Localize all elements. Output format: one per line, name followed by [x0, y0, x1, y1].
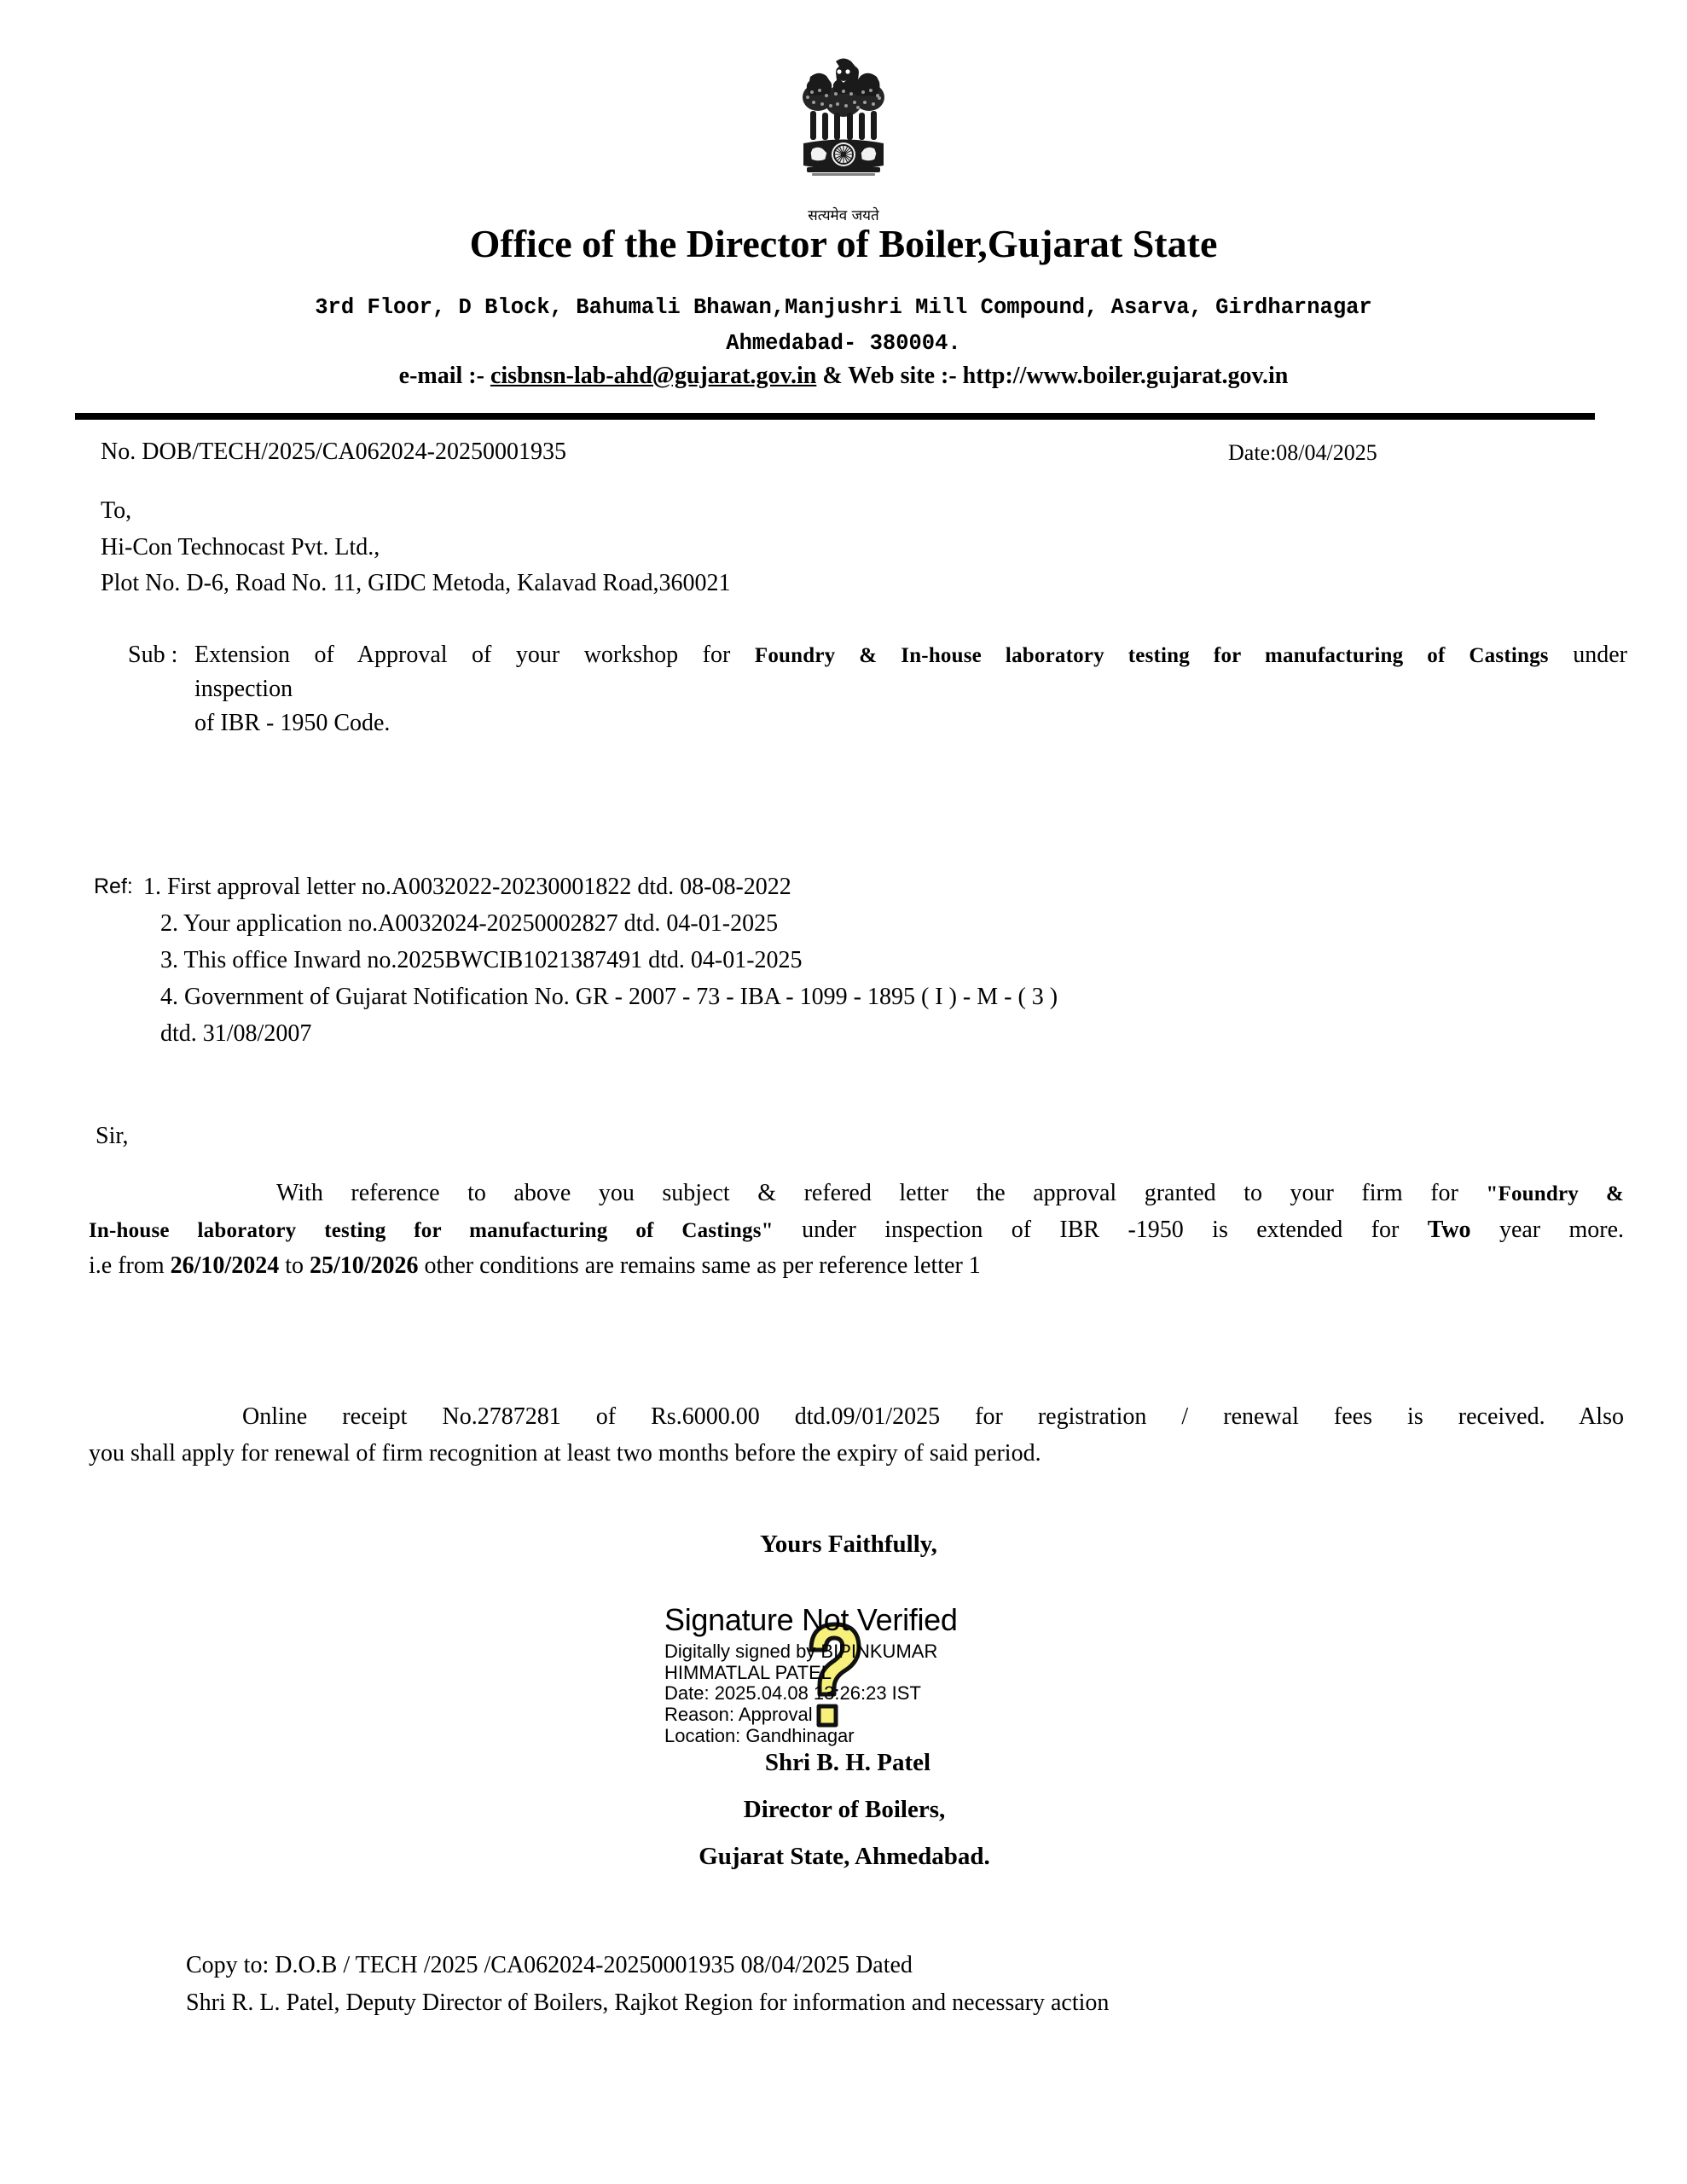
emblem-caption: सत्यमेव जयते	[808, 207, 879, 224]
email-link[interactable]: cisbnsn-lab-ahd@gujarat.gov.in	[490, 363, 817, 389]
signature-signed-by-line-1: Digitally signed by BIPINKUMAR	[664, 1641, 938, 1662]
signature-status-text: Signature Not Verified	[664, 1602, 958, 1637]
signer-name: Shri B. H. Patel	[764, 1749, 931, 1776]
body-bold-scope-start: "Foundry &	[1486, 1182, 1625, 1205]
body-line-2	[89, 1212, 1624, 1249]
copy-to-block	[186, 1947, 1109, 2022]
body-paragraph	[89, 1176, 1624, 1285]
signature-details	[664, 1641, 937, 1746]
subject-line-1	[194, 640, 1627, 671]
validity-from-date: 26/10/2024	[170, 1252, 280, 1280]
closing-salutation: Yours Faithfully,	[760, 1531, 937, 1558]
body-line-1	[89, 1176, 1624, 1212]
copy-to-line-1: Copy to: D.O.B / TECH /2025 /CA062024-20250001935 08/04/2025 Dated	[186, 1952, 913, 1978]
letter-date: Date:08/04/2025	[1228, 440, 1377, 465]
body-line-3	[89, 1248, 1624, 1285]
letter-reference-number: No. DOB/TECH/2025/CA062024-20250001935	[101, 439, 566, 465]
subject-line-3: of IBR - 1950 Code.	[194, 709, 391, 736]
references-label: Ref:	[94, 874, 133, 898]
salutation: Sir,	[96, 1123, 129, 1149]
body-text-e: other conditions are remains same as per reference letter 1	[424, 1252, 981, 1280]
body-text-to: to	[285, 1252, 304, 1280]
body-duration: Two	[1427, 1216, 1471, 1243]
signer-place: Gujarat State, Ahmedabad.	[699, 1843, 990, 1870]
reference-item: 2. Your application no.A0032024-20250002827 dtd. 04-01-2025	[160, 910, 779, 938]
signature-location: Location: Gandhinagar	[664, 1724, 855, 1746]
header-divider	[75, 413, 1595, 420]
subject-label: Sub :	[128, 642, 178, 668]
website-link[interactable]: http://www.boiler.gujarat.gov.in	[962, 363, 1289, 389]
digital-signature-stamp	[664, 1602, 1031, 1746]
office-address-line-2: Ahmedabad- 380004.	[726, 331, 961, 356]
addressee-address: Plot No. D-6, Road No. 11, GIDC Metoda, Kalavad Road,360021	[101, 570, 731, 597]
body-text-c: year more.	[1499, 1216, 1625, 1243]
references-block	[94, 868, 1058, 1053]
subject-text-before: Extension of Approval of your workshop for	[194, 641, 731, 668]
subject-bold-scope: Foundry & In-house laboratory testing for manufacturing of Castings	[754, 643, 1549, 667]
copy-to-line-2: Shri R. L. Patel, Deputy Director of Boilers, Rajkot Region for information and necessary action	[186, 1989, 1110, 2017]
signer-title: Director of Boilers,	[743, 1796, 946, 1823]
receipt-paragraph	[89, 1399, 1624, 1472]
body-text-d: i.e from	[89, 1252, 165, 1280]
reference-item: 4. Government of Gujarat Notification No. GR - 2007 - 73 - IBA - 1099 - 1895 ( I ) - M - ( 3 )	[160, 984, 1058, 1011]
receipt-line-2: you shall apply for renewal of firm recognition at least two months before the expiry of said period.	[89, 1439, 1041, 1467]
body-text-a: With reference to above you subject & refered letter the approval granted to your firm for	[276, 1180, 1458, 1206]
office-title: Office of the Director of Boiler,Gujarat State	[469, 222, 1218, 265]
signature-signed-by-line-2: HIMMATLAL PATEL	[664, 1661, 832, 1683]
addressee-name: Hi-Con Technocast Pvt. Ltd.,	[101, 533, 380, 561]
reference-item: 3. This office Inward no.2025BWCIB1021387491 dtd. 04-01-2025	[160, 947, 803, 974]
emblem-container	[0, 38, 1687, 221]
subject-line-2: inspection	[194, 675, 293, 702]
signature-reason: Reason: Approval	[664, 1703, 813, 1725]
office-contact-line	[0, 363, 1687, 390]
addressee-to-label: To,	[101, 497, 132, 524]
email-label: e-mail :-	[398, 363, 484, 389]
signature-timestamp: Date: 2025.04.08 13:26:23 IST	[664, 1682, 921, 1705]
national-emblem-of-india-icon	[780, 38, 907, 208]
website-label: & Web site :-	[822, 363, 957, 389]
office-address-line-1: 3rd Floor, D Block, Bahumali Bhawan,Manjushri Mill Compound, Asarva, Girdharnagar	[315, 295, 1372, 320]
body-text-b: under inspection of IBR -1950 is extended for	[802, 1216, 1400, 1243]
reference-item: 1. First approval letter no.A0032022-20230001822 dtd. 08-08-2022	[143, 874, 791, 900]
addressee-block	[101, 493, 731, 602]
reference-item-date: dtd. 31/08/2007	[160, 1020, 312, 1048]
validity-to-date: 25/10/2026	[309, 1252, 419, 1280]
subject-block	[128, 640, 1629, 740]
subject-text-after: under	[1573, 641, 1628, 668]
receipt-line-1: Online receipt No.2787281 of Rs.6000.00 dtd.09/01/2025 for registration / renewal fees is received. Also	[242, 1403, 1624, 1430]
body-bold-scope-end: In-house laboratory testing for manufacturing of Castings"	[89, 1218, 774, 1242]
